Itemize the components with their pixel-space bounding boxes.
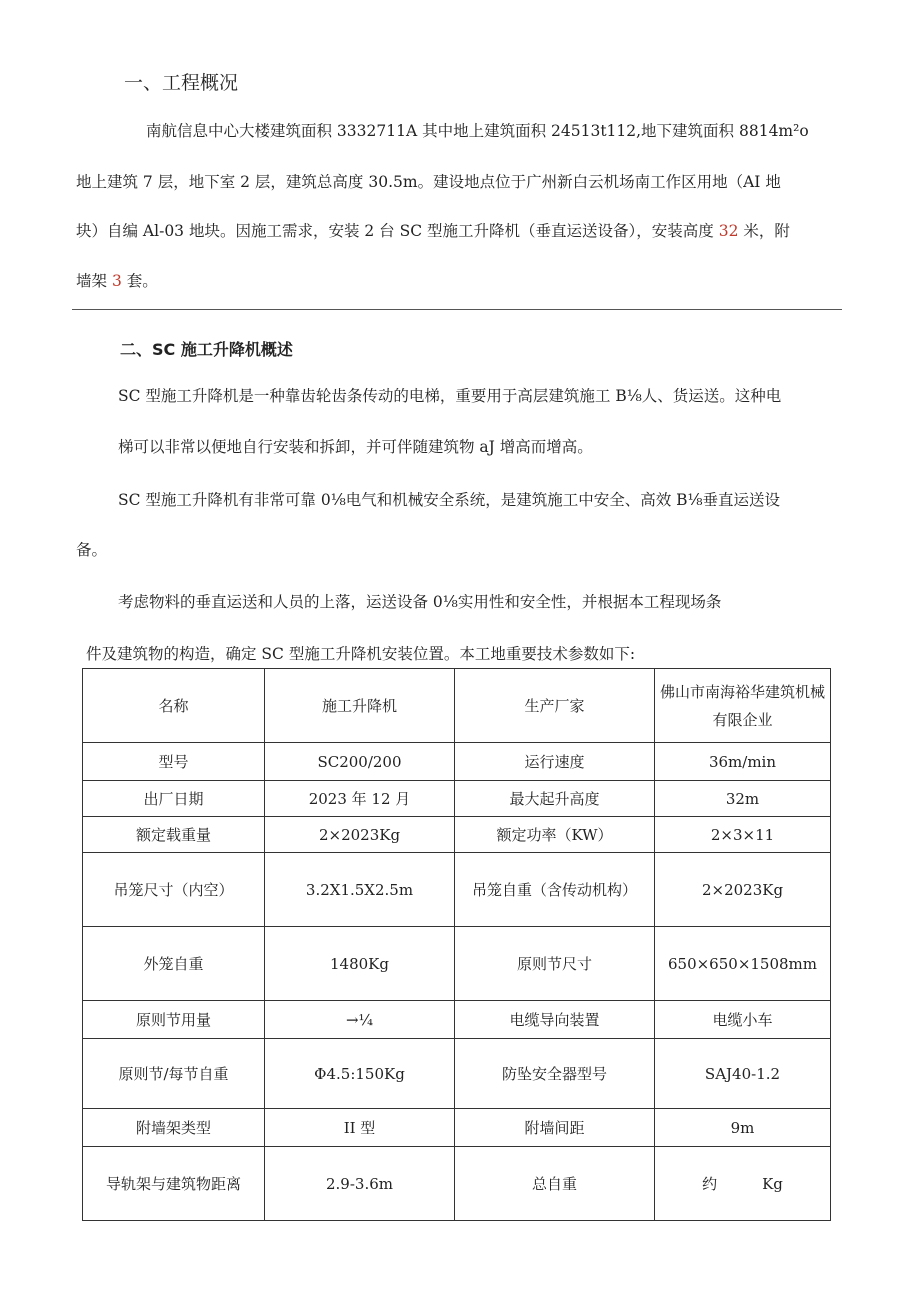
param-value: SAJ40-1.2 [655, 1039, 831, 1109]
overview-line-1: 南航信息中心大楼建筑面积 3332711A 其中地上建筑面积 24513t112,地下建筑面积 8814m²o [146, 122, 809, 140]
table-row [83, 1147, 831, 1221]
intro-para-1-line-2: 梯可以非常以便地自行安装和拆卸，并可伴随建筑物 aJ 增高而增高。 [118, 438, 593, 456]
param-value: 施工升降机 [265, 669, 455, 743]
wall-frames-value: 3 [111, 272, 122, 290]
param-label: 出厂日期 [83, 781, 265, 817]
param-label: 电缆导向装置 [455, 1001, 655, 1039]
param-value: 1480Kg [265, 927, 455, 1001]
param-label: 外笼自重 [83, 927, 265, 1001]
param-label: 型号 [83, 743, 265, 781]
param-label: 吊笼自重（含传动机构） [455, 853, 655, 927]
table-row [83, 669, 831, 743]
overview-line-2: 地上建筑 7 层，地下室 2 层，建筑总高度 30.5m。建设地点位于广州新白云机场南工作区用地（AI 地 [76, 173, 781, 191]
table-row [83, 927, 831, 1001]
intro-para-2-line-1: SC 型施工升降机有非常可靠 0⅛电气和机械安全系统，是建筑施工中安全、高效 B⅛垂直运送设 [118, 491, 781, 509]
param-label: 名称 [83, 669, 265, 743]
param-label: 防坠安全器型号 [455, 1039, 655, 1109]
table-row [83, 781, 831, 817]
param-label: 生产厂家 [455, 669, 655, 743]
section-1-title: 一、工程概况 [124, 72, 239, 94]
overview-line-4 [76, 271, 846, 291]
param-value: 约 Kg [655, 1147, 831, 1221]
overview-line-3-text: 块）自编 Al-03 地块。因施工需求，安装 2 台 SC 型施工升降机（垂直运送设备），安装高度 [76, 222, 714, 240]
table-row [83, 853, 831, 927]
intro-para-3-line-1: 考虑物料的垂直运送和人员的上落，运送设备 0⅛实用性和安全性，并根据本工程现场条 [118, 593, 722, 611]
overview-line-4-tail: 套。 [126, 272, 158, 290]
section-divider [72, 309, 842, 310]
param-value: 2.9-3.6m [265, 1147, 455, 1221]
param-value: 3.2X1.5X2.5m [265, 853, 455, 927]
param-label: 原则节尺寸 [455, 927, 655, 1001]
param-value: 9m [655, 1109, 831, 1147]
param-label: 运行速度 [455, 743, 655, 781]
param-label: 吊笼尺寸（内空） [83, 853, 265, 927]
param-value: 2×2023Kg [655, 853, 831, 927]
overview-line-4-text: 墙架 [76, 272, 108, 290]
param-label: 额定载重量 [83, 817, 265, 853]
param-label: 附墙架类型 [83, 1109, 265, 1147]
param-value: SC200/200 [265, 743, 455, 781]
param-value: 650×650×1508mm [655, 927, 831, 1001]
param-value: 佛山市南海裕华建筑机械有限企业 [655, 669, 831, 743]
table-row [83, 1039, 831, 1109]
param-value: 36m/min [655, 743, 831, 781]
param-value: 32m [655, 781, 831, 817]
param-label: 导轨架与建筑物距离 [83, 1147, 265, 1221]
param-label: 总自重 [455, 1147, 655, 1221]
table-row [83, 1109, 831, 1147]
param-value: Φ4.5:150Kg [265, 1039, 455, 1109]
param-label: 附墙间距 [455, 1109, 655, 1147]
param-value: →¼ [265, 1001, 455, 1039]
table-row [83, 817, 831, 853]
param-value: 2×3×11 [655, 817, 831, 853]
section-2-title: 二、SC 施工升降机概述 [120, 340, 293, 359]
technical-parameters-table [82, 668, 831, 1221]
param-value: II 型 [265, 1109, 455, 1147]
intro-para-3-line-2: 件及建筑物的构造，确定 SC 型施工升降机安装位置。本工地重要技术参数如下: [86, 645, 636, 663]
table-row [83, 743, 831, 781]
intro-para-1-line-1: SC 型施工升降机是一种靠齿轮齿条传动的电梯，重要用于高层建筑施工 B⅛人、货运送。这种电 [118, 387, 782, 405]
table-row [83, 1001, 831, 1039]
overview-line-3-tail: 米，附 [743, 222, 790, 240]
param-label: 额定功率（KW） [455, 817, 655, 853]
install-height-value: 32 [718, 222, 739, 240]
intro-para-2-line-2: 备。 [76, 541, 108, 559]
param-label: 原则节用量 [83, 1001, 265, 1039]
overview-line-3 [76, 221, 846, 241]
param-value: 2023 年 12 月 [265, 781, 455, 817]
param-value: 2×2023Kg [265, 817, 455, 853]
param-label: 最大起升高度 [455, 781, 655, 817]
param-value: 电缆小车 [655, 1001, 831, 1039]
param-label: 原则节/每节自重 [83, 1039, 265, 1109]
